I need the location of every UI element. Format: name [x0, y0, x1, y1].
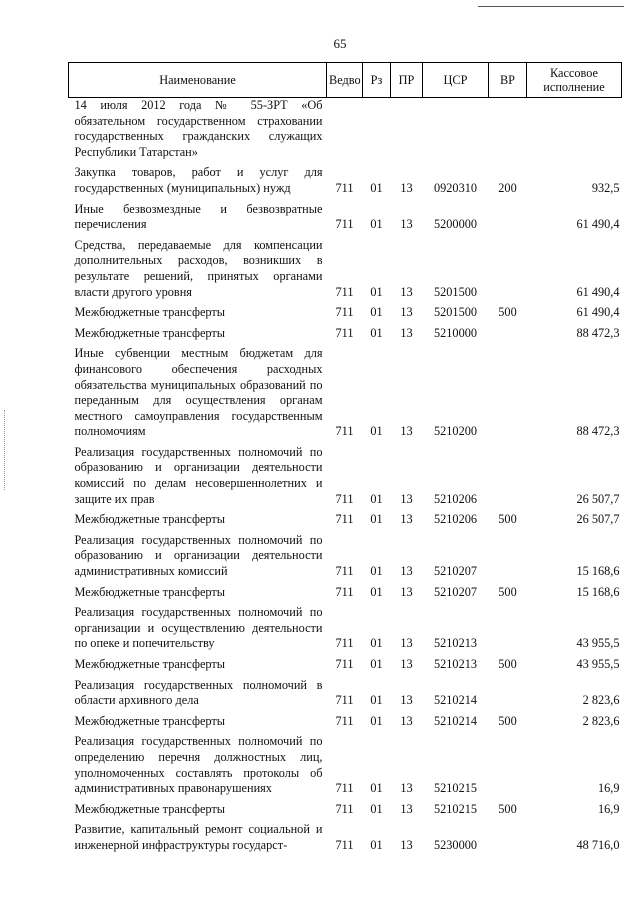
cell-csr: 5210207	[433, 584, 478, 599]
table-row	[69, 797, 622, 818]
table-row	[69, 321, 622, 342]
cell-name: Межбюджетные трансферты	[74, 713, 226, 728]
cell-csr: 5210215	[433, 801, 478, 816]
cell-pr: 13	[400, 424, 413, 439]
cell-pr: 13	[400, 781, 413, 796]
table-row	[69, 652, 622, 673]
cell-rz: 01	[370, 693, 383, 708]
table-row	[69, 673, 622, 709]
cell-amount: 61 490,4	[576, 284, 620, 299]
cell-name: Реализация государственных полномочий в области архивного дела	[74, 677, 323, 708]
cell-name: Межбюджетные трансферты	[74, 325, 226, 340]
cell-rz: 01	[370, 636, 383, 651]
table-row	[69, 709, 622, 730]
cell-vr	[489, 729, 527, 796]
cell-name: Реализация государственных полномочий по образованию и организации деятельности комиссий по делам несовершеннолетних и защите их прав	[74, 444, 323, 506]
cell-amount: 88 472,3	[576, 424, 620, 439]
table-row	[69, 233, 622, 300]
cell-csr: 5210207	[433, 564, 478, 579]
cell-pr: 13	[400, 636, 413, 651]
cell-amount: 2 823,6	[582, 693, 620, 708]
cell-rz: 01	[370, 657, 383, 671]
cell-ved: 711	[335, 657, 354, 671]
cell-csr: 5210213	[433, 636, 478, 651]
cell-vr: 500	[498, 305, 517, 320]
cell-amount: 88 472,3	[576, 325, 620, 340]
cell-amount: 15 168,6	[576, 584, 620, 599]
cell-amount: 16,9	[597, 801, 620, 816]
table-row	[69, 600, 622, 652]
cell-vr	[489, 673, 527, 709]
header-vr: ВР	[489, 63, 527, 98]
cell-csr: 5200000	[433, 217, 478, 232]
cell-name: Иные безвозмездные и безвозвратные перечисления	[74, 201, 323, 232]
cell-csr: 5210206	[433, 512, 478, 527]
header-csr: ЦСР	[423, 63, 489, 98]
cell-ved: 711	[335, 305, 354, 320]
cell-rz: 01	[370, 837, 383, 852]
cell-ved: 711	[335, 325, 354, 340]
cell-vr: 500	[498, 657, 517, 671]
top-rule	[478, 6, 624, 7]
cell-rz: 01	[370, 491, 383, 506]
cell-name: 14 июля 2012 года № 55-ЗРТ «Об обязательном государственном страховании государственных гражданских служащих Республики Татарстан»	[74, 98, 323, 159]
cell-vr: 200	[498, 180, 517, 195]
cell-ved: 711	[335, 837, 354, 852]
header-amount: Кассовое исполнение	[527, 63, 622, 98]
cell-ved: 711	[335, 424, 354, 439]
cell-rz: 01	[370, 180, 383, 195]
page-number: 65	[333, 36, 347, 51]
cell-name: Межбюджетные трансферты	[74, 512, 226, 527]
cell-vr: 500	[498, 801, 517, 816]
budget-table	[68, 62, 622, 854]
cell-amount: 61 490,4	[576, 217, 620, 232]
cell-ved: 711	[335, 781, 354, 796]
header-ved: Ведво	[327, 63, 363, 98]
cell-pr	[391, 98, 423, 161]
table-row	[69, 507, 622, 528]
cell-vr	[489, 341, 527, 440]
cell-csr: 5210206	[433, 491, 478, 506]
cell-rz: 01	[370, 801, 383, 816]
cell-amount: 2 823,6	[582, 713, 620, 728]
cell-vr	[489, 233, 527, 300]
cell-pr: 13	[400, 693, 413, 708]
cell-vr	[489, 98, 527, 161]
cell-pr: 13	[400, 180, 413, 195]
cell-pr: 13	[400, 325, 413, 340]
cell-vr	[489, 321, 527, 342]
cell-vr	[489, 600, 527, 652]
cell-pr: 13	[400, 657, 413, 671]
cell-name: Закупка товаров, работ и услуг для государственных (муниципальных) нужд	[74, 165, 323, 195]
cell-csr: 5210213	[433, 657, 478, 671]
cell-ved: 711	[335, 801, 354, 816]
cell-vr: 500	[498, 512, 517, 527]
cell-rz: 01	[370, 564, 383, 579]
cell-csr: 5210214	[433, 713, 478, 728]
cell-ved: 711	[335, 584, 354, 599]
cell-ved: 711	[335, 491, 354, 506]
cell-rz: 01	[370, 512, 383, 527]
table-row	[69, 160, 622, 196]
cell-pr: 13	[400, 564, 413, 579]
cell-ved: 711	[335, 693, 354, 708]
cell-name: Межбюджетные трансферты	[74, 584, 226, 599]
cell-csr: 5210200	[433, 424, 478, 439]
cell-ved: 711	[335, 284, 354, 299]
cell-amount: 48 716,0	[576, 837, 620, 852]
cell-name: Межбюджетные трансферты	[74, 657, 226, 671]
header-name: Наименование	[69, 63, 327, 98]
cell-vr	[489, 197, 527, 233]
cell-ved: 711	[335, 564, 354, 579]
cell-pr: 13	[400, 801, 413, 816]
cell-rz: 01	[370, 217, 383, 232]
cell-rz: 01	[370, 305, 383, 320]
cell-csr: 0920310	[433, 180, 478, 195]
cell-pr: 13	[400, 584, 413, 599]
cell-name: Реализация государственных полномочий по организации и осуществлению деятельности по опеке и попечительству	[74, 605, 323, 651]
cell-ved: 711	[335, 180, 354, 195]
cell-amount: 43 955,5	[576, 636, 620, 651]
cell-rz: 01	[370, 284, 383, 299]
header-pr: ПР	[391, 63, 423, 98]
table-row	[69, 528, 622, 580]
table-row	[69, 341, 622, 440]
cell-rz: 01	[370, 424, 383, 439]
cell-ved	[327, 98, 363, 161]
cell-csr: 5210215	[433, 781, 478, 796]
table-row	[69, 817, 622, 853]
cell-vr	[489, 528, 527, 580]
cell-amount: 43 955,5	[576, 657, 620, 671]
cell-pr: 13	[400, 713, 413, 728]
table-row	[69, 729, 622, 796]
cell-ved: 711	[335, 512, 354, 527]
cell-ved: 711	[335, 713, 354, 728]
cell-pr: 13	[400, 217, 413, 232]
cell-csr: 5210000	[433, 325, 478, 340]
cell-amount: 61 490,4	[576, 305, 620, 320]
cell-ved: 711	[335, 636, 354, 651]
header-rz: Рз	[363, 63, 391, 98]
cell-amount: 932,5	[591, 180, 620, 195]
cell-csr: 5210214	[433, 693, 478, 708]
cell-vr: 500	[498, 713, 517, 728]
cell-csr: 5201500	[433, 284, 478, 299]
cell-name: Реализация государственных полномочий по определению перечня должностных лиц, уполномоченных составлять протоколы об административных правонарушениях	[74, 734, 323, 796]
cell-name: Межбюджетные трансферты	[74, 305, 226, 320]
table-row	[69, 98, 622, 161]
cell-csr	[423, 98, 489, 161]
cell-name: Иные субвенции местным бюджетам для финансового обеспечения расходных обязательства муниципальных образований по переданным для осуществления органам местного самоуправления государственным полномочиям	[74, 346, 323, 439]
cell-rz	[363, 98, 391, 161]
table-row	[69, 300, 622, 321]
cell-vr	[489, 440, 527, 507]
cell-vr: 500	[498, 584, 517, 599]
cell-amount: 26 507,7	[576, 491, 620, 506]
cell-rz: 01	[370, 325, 383, 340]
cell-csr: 5201500	[433, 305, 478, 320]
cell-ved: 711	[335, 217, 354, 232]
table-row	[69, 197, 622, 233]
cell-pr: 13	[400, 512, 413, 527]
table-row	[69, 580, 622, 601]
cell-amount: 16,9	[597, 781, 620, 796]
margin-marks	[4, 410, 7, 490]
cell-csr: 5230000	[433, 837, 478, 852]
cell-name: Межбюджетные трансферты	[74, 801, 226, 816]
cell-pr: 13	[400, 837, 413, 852]
header-row	[69, 63, 622, 98]
cell-rz: 01	[370, 781, 383, 796]
cell-pr: 13	[400, 284, 413, 299]
cell-amount: 26 507,7	[576, 512, 620, 527]
cell-rz: 01	[370, 584, 383, 599]
cell-amount: 15 168,6	[576, 564, 620, 579]
cell-rz: 01	[370, 713, 383, 728]
cell-name: Средства, передаваемые для компенсации дополнительных расходов, возникших в результате решений, принятых органами власти другого уровня	[74, 237, 323, 299]
cell-amount	[527, 98, 622, 161]
cell-name: Реализация государственных полномочий по образованию и организации деятельности административных комиссий	[74, 532, 323, 579]
cell-name: Развитие, капитальный ремонт социальной и инженерной инфраструктуры государст-	[74, 822, 323, 852]
table-row	[69, 440, 622, 507]
cell-pr: 13	[400, 305, 413, 320]
cell-pr: 13	[400, 491, 413, 506]
cell-vr	[489, 817, 527, 853]
